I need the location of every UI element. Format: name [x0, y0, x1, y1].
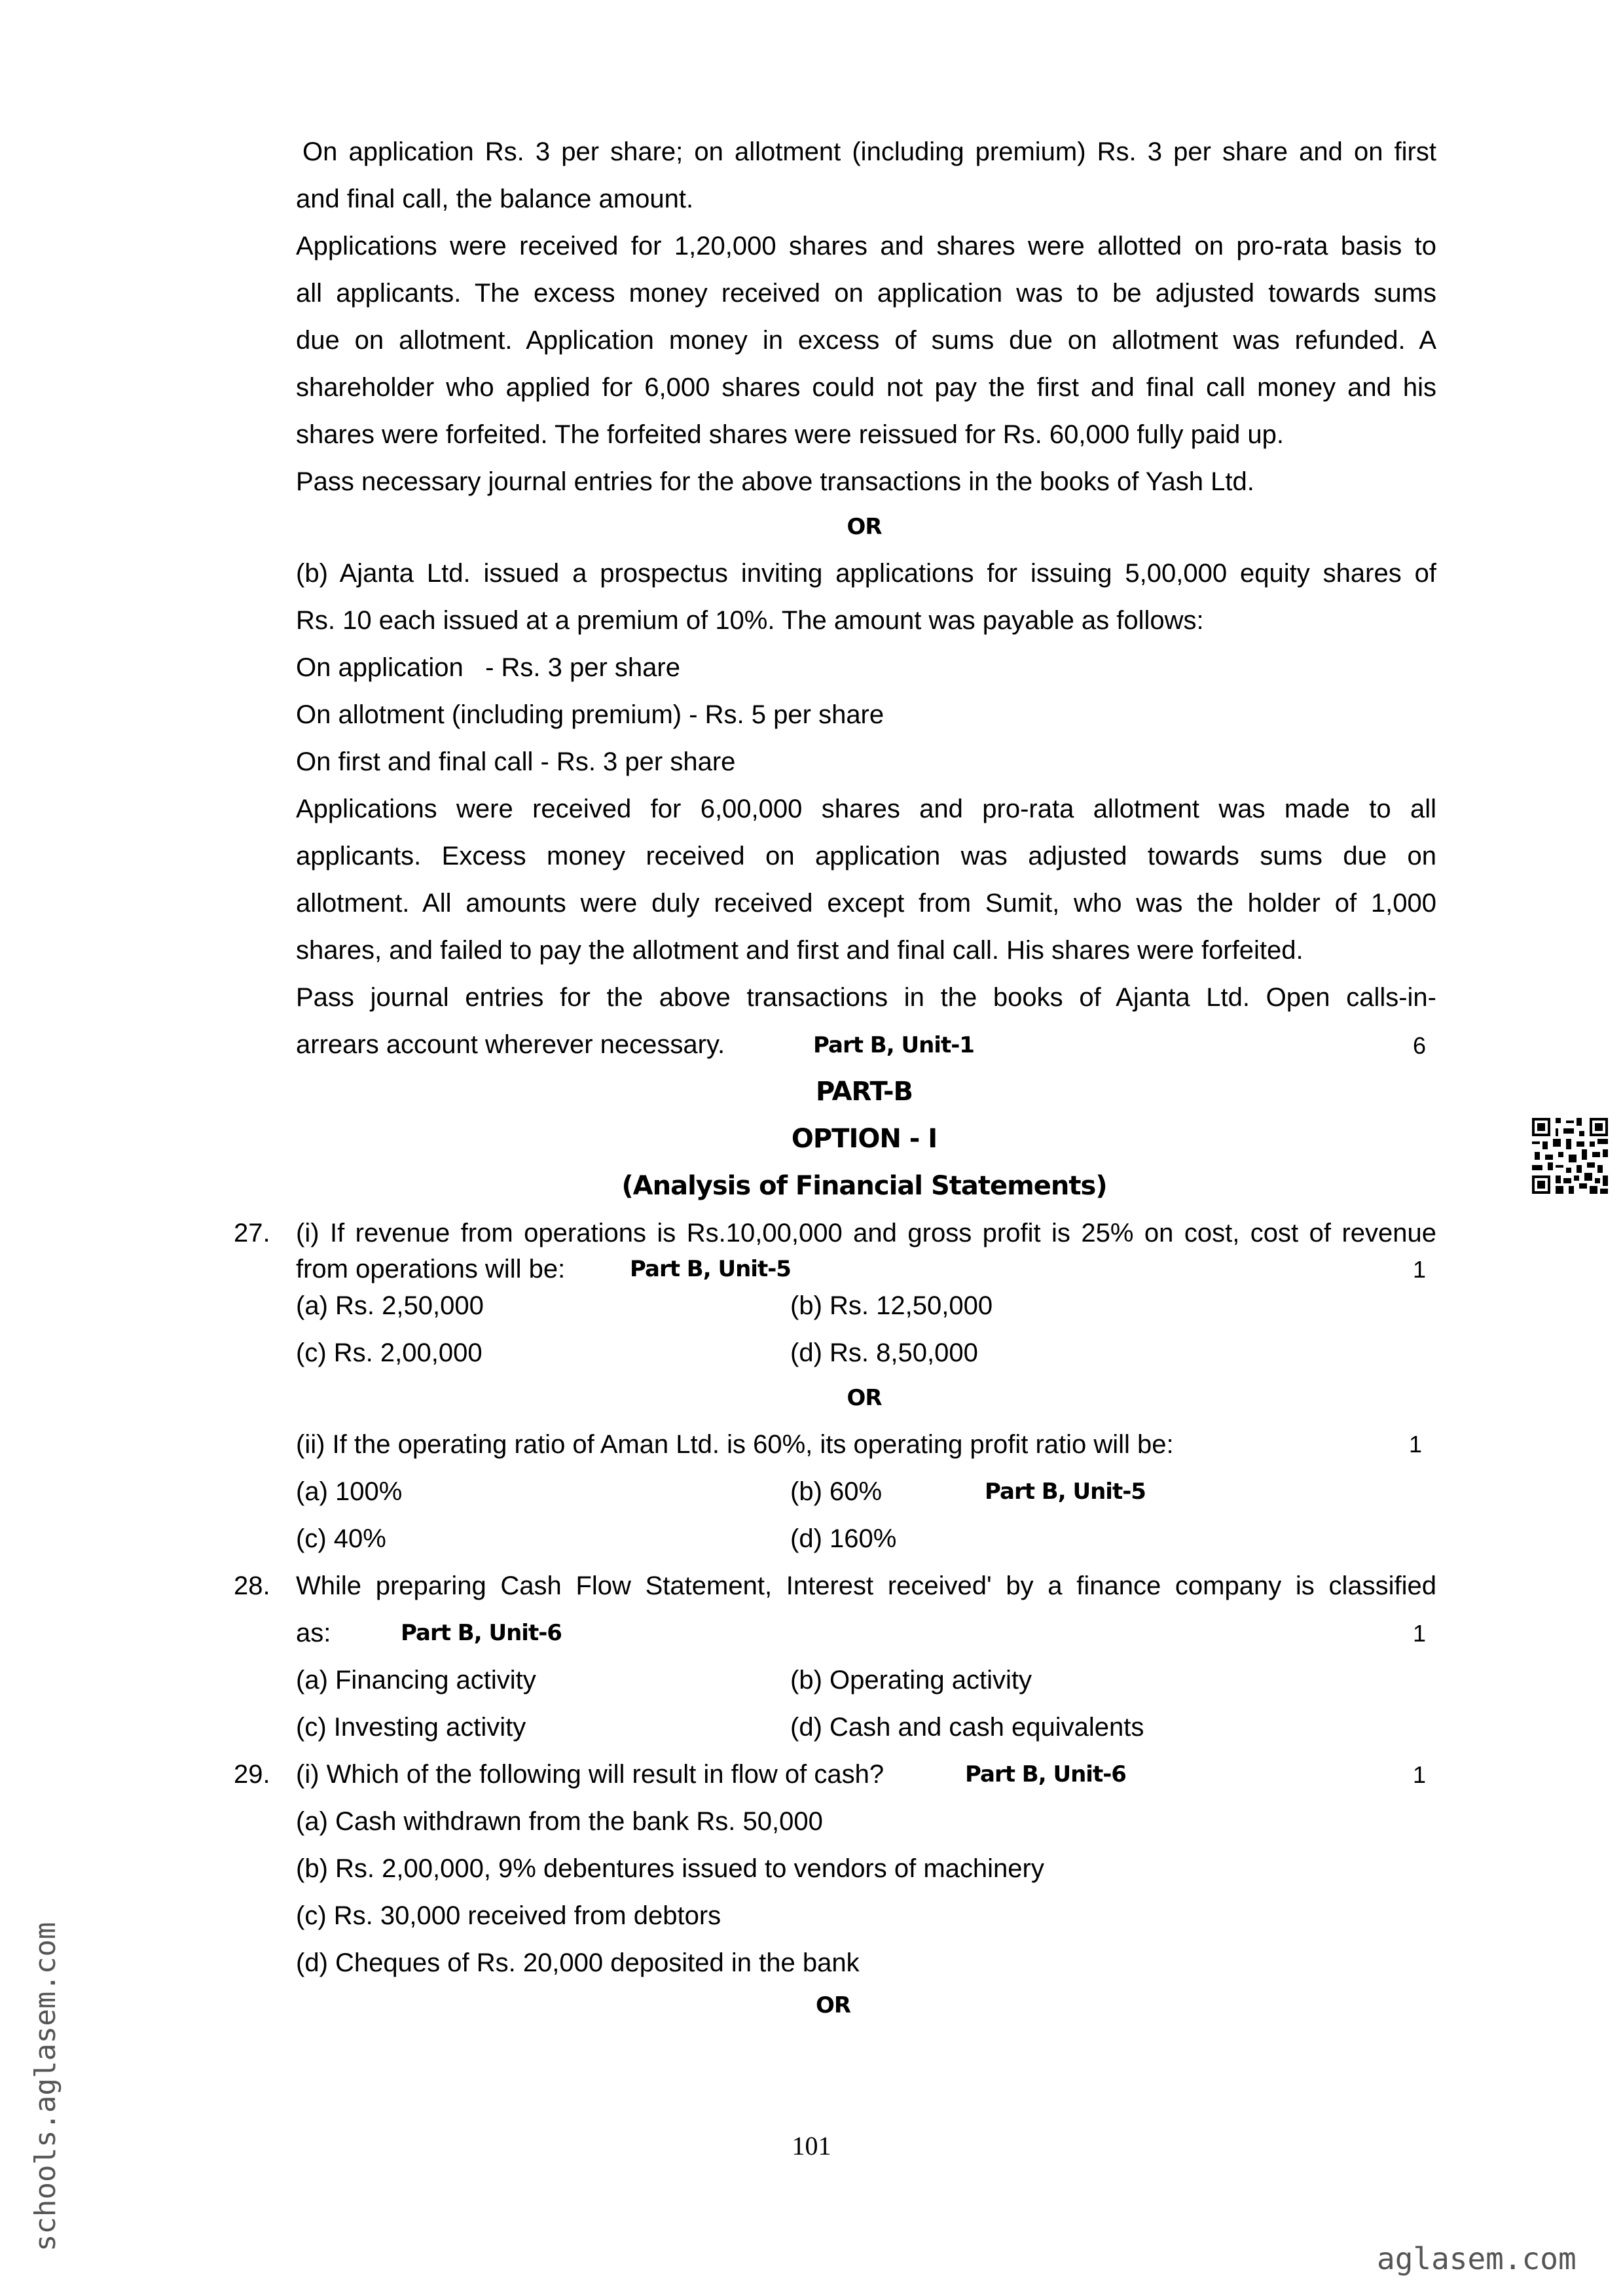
q26b-line-10: Pass journal entries for the above transactions in the books of Ajanta Ltd. Open calls-in-: [296, 983, 1436, 1012]
q26b-line-8: allotment. All amounts were duly received except from Sumit, who was the holder of 1,000: [296, 889, 1436, 918]
q26b-line-7: applicants. Excess money received on application was adjusted towards sums due on: [296, 842, 1436, 870]
unit-tag-q28: Part B, Unit-6: [401, 1620, 562, 1646]
q26b-line-9: shares, and failed to pay the allotment and first and final call. His shares were forfeited.: [296, 936, 1304, 965]
marks-q29: 1: [1413, 1761, 1427, 1788]
q27-i-option-a: (a) Rs. 2,50,000: [296, 1291, 484, 1320]
q28-option-a: (a) Financing activity: [296, 1666, 536, 1695]
q26a-line-6: shareholder who applied for 6,000 shares could not pay the first and final call money and his: [296, 373, 1436, 402]
q26b-line-4: On allotment (including premium) - Rs. 5 per share: [296, 700, 884, 729]
q29-option-a: (a) Cash withdrawn from the bank Rs. 50,000: [296, 1807, 823, 1836]
q28-option-c: (c) Investing activity: [296, 1713, 526, 1742]
section-subtitle: (Analysis of Financial Statements): [621, 1171, 1107, 1201]
part-heading: PART-B: [815, 1077, 913, 1107]
q29-option-b: (b) Rs. 2,00,000, 9% debentures issued to vendors of machinery: [296, 1854, 1044, 1883]
marks-q27i: 1: [1413, 1256, 1427, 1283]
q26b-line-6: Applications were received for 6,00,000 shares and pro-rata allotment was made to all: [296, 795, 1436, 823]
unit-tag-q26b: Part B, Unit-1: [813, 1032, 974, 1058]
unit-tag-q29: Part B, Unit-6: [965, 1761, 1126, 1787]
qr-code-icon: [1532, 1118, 1608, 1194]
marks-q27ii: 1: [1409, 1431, 1423, 1458]
q26a-line-1: On application Rs. 3 per share; on allotment (including premium) Rs. 3 per share and on first: [302, 137, 1436, 166]
q26b-line-5: On first and final call - Rs. 3 per share: [296, 747, 736, 776]
q26a-line-8: Pass necessary journal entries for the above transactions in the books of Yash Ltd.: [296, 467, 1254, 496]
q29-option-c: (c) Rs. 30,000 received from debtors: [296, 1901, 721, 1930]
question-number-28: 28.: [234, 1571, 270, 1600]
question-number-27: 27.: [234, 1219, 270, 1247]
q26a-line-4: all applicants. The excess money received on application was to be adjusted towards sums: [296, 279, 1436, 308]
unit-tag-q27i: Part B, Unit-5: [630, 1256, 791, 1282]
or-divider-3: OR: [816, 1992, 851, 2018]
q28-option-b: (b) Operating activity: [790, 1666, 1032, 1695]
q26a-line-3: Applications were received for 1,20,000 shares and shares were allotted on pro-rata basis to: [296, 232, 1436, 260]
q27-i-line-1: (i) If revenue from operations is Rs.10,00,000 and gross profit is 25% on cost, cost of revenue: [296, 1219, 1436, 1247]
q28-line-1: While preparing Cash Flow Statement, Interest received' by a finance company is classified: [296, 1571, 1436, 1600]
or-divider-1: OR: [847, 514, 882, 540]
q27-i-line-2: from operations will be:: [296, 1255, 566, 1283]
q27-i-option-c: (c) Rs. 2,00,000: [296, 1338, 483, 1367]
q26b-line-1: (b) Ajanta Ltd. issued a prospectus inviting applications for issuing 5,00,000 equity shares of: [296, 559, 1436, 588]
q27-ii-option-a: (a) 100%: [296, 1477, 403, 1506]
q27-ii-option-c: (c) 40%: [296, 1524, 386, 1553]
q27-ii-line-1: (ii) If the operating ratio of Aman Ltd. is 60%, its operating profit ratio will be:: [296, 1430, 1174, 1459]
unit-tag-q27ii: Part B, Unit-5: [985, 1479, 1146, 1505]
side-watermark: schools.aglasem.com: [29, 1922, 62, 2251]
q28-line-2: as:: [296, 1619, 331, 1647]
q27-ii-option-d: (d) 160%: [790, 1524, 897, 1553]
or-divider-2: OR: [847, 1385, 882, 1411]
q29-option-d: (d) Cheques of Rs. 20,000 deposited in the bank: [296, 1948, 860, 1977]
q26a-line-5: due on allotment. Application money in excess of sums due on allotment was refunded. A: [296, 326, 1436, 355]
marks-q28: 1: [1413, 1620, 1427, 1647]
q26b-line-3: On application - Rs. 3 per share: [296, 653, 680, 682]
option-heading: OPTION - I: [791, 1124, 938, 1154]
question-number-29: 29.: [234, 1760, 270, 1789]
page-number: 101: [792, 2131, 831, 2161]
q26a-line-7: shares were forfeited. The forfeited shares were reissued for Rs. 60,000 fully paid up.: [296, 420, 1284, 449]
q26a-line-2: and final call, the balance amount.: [296, 185, 694, 213]
q26b-line-2: Rs. 10 each issued at a premium of 10%. The amount was payable as follows:: [296, 606, 1204, 635]
q28-option-d: (d) Cash and cash equivalents: [790, 1713, 1144, 1742]
bottom-watermark: aglasem.com: [1377, 2241, 1577, 2276]
marks-q26b: 6: [1413, 1032, 1427, 1059]
q27-i-option-d: (d) Rs. 8,50,000: [790, 1338, 978, 1367]
q27-ii-option-b: (b) 60%: [790, 1477, 883, 1506]
q26b-line-11: arrears account wherever necessary.: [296, 1030, 725, 1059]
q29-line-1: (i) Which of the following will result in flow of cash?: [296, 1760, 884, 1789]
q27-i-option-b: (b) Rs. 12,50,000: [790, 1291, 993, 1320]
